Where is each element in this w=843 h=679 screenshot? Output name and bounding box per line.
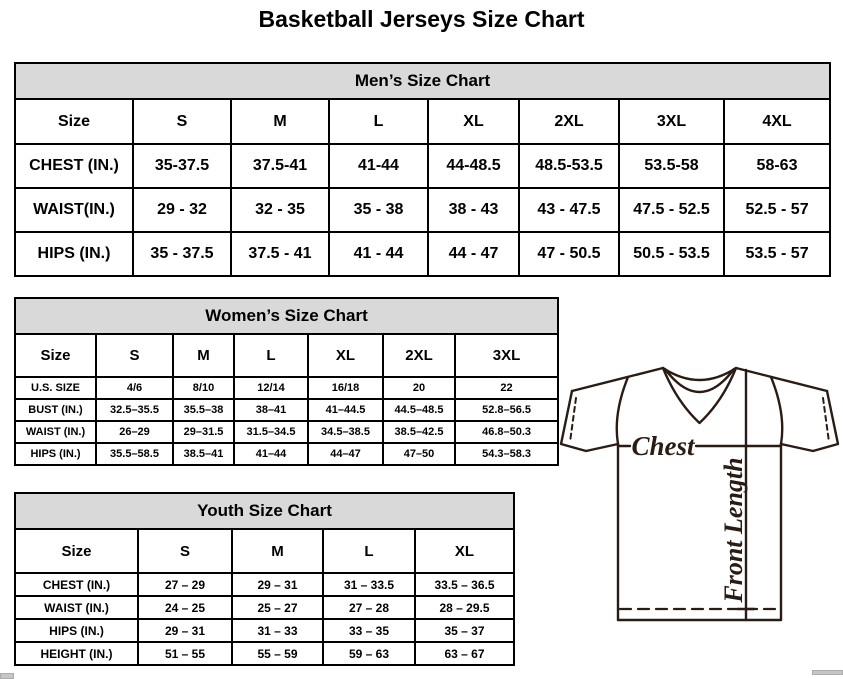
column-header: XL	[415, 529, 514, 573]
cell-value: 47 - 50.5	[519, 232, 619, 276]
cell-value: 63 – 67	[415, 642, 514, 665]
column-header: M	[173, 334, 234, 377]
cell-value: 35 - 37.5	[133, 232, 231, 276]
cell-value: 27 – 29	[138, 573, 232, 596]
table-row	[15, 99, 830, 144]
cell-value: 47.5 - 52.5	[619, 188, 724, 232]
row-label: CHEST (IN.)	[15, 573, 138, 596]
chest-label: Chest	[631, 431, 695, 461]
cell-value: 29 - 32	[133, 188, 231, 232]
left-armhole-seam	[617, 377, 628, 444]
cell-value: 53.5-58	[619, 144, 724, 188]
cell-value: 29–31.5	[173, 421, 234, 443]
cell-value: 54.3–58.3	[455, 443, 558, 465]
horizontal-scrollbar-fragment-right[interactable]	[812, 670, 843, 675]
table-row	[15, 298, 558, 334]
page-title: Basketball Jerseys Size Chart	[258, 6, 585, 32]
column-header: Size	[15, 99, 133, 144]
column-header: S	[133, 99, 231, 144]
row-label: HIPS (IN.)	[15, 232, 133, 276]
row-label: BUST (IN.)	[15, 399, 96, 421]
jersey-measurement-diagram	[556, 358, 843, 630]
cell-value: 31 – 33	[232, 619, 323, 642]
right-cuff-dashed-line	[823, 398, 829, 442]
cell-value: 41–44.5	[308, 399, 383, 421]
cell-value: 46.8–50.3	[455, 421, 558, 443]
cell-value: 38–41	[234, 399, 308, 421]
cell-value: 43 - 47.5	[519, 188, 619, 232]
cell-value: 37.5-41	[231, 144, 329, 188]
womens-size-chart-table	[14, 297, 559, 466]
v-neck-outline	[663, 368, 736, 423]
column-header: Size	[15, 334, 96, 377]
cell-value: 32.5–35.5	[96, 399, 173, 421]
cell-value: 44.5–48.5	[383, 399, 455, 421]
column-header: Size	[15, 529, 138, 573]
cell-value: 35.5–38	[173, 399, 234, 421]
table-header-band: Youth Size Chart	[15, 493, 514, 529]
cell-value: 33 – 35	[323, 619, 415, 642]
cell-value: 16/18	[308, 377, 383, 399]
row-label: HEIGHT (IN.)	[15, 642, 138, 665]
cell-value: 35.5–58.5	[96, 443, 173, 465]
cell-value: 34.5–38.5	[308, 421, 383, 443]
cell-value: 48.5-53.5	[519, 144, 619, 188]
cell-value: 29 – 31	[232, 573, 323, 596]
table-row	[15, 573, 514, 596]
right-armhole-seam	[771, 377, 782, 444]
cell-value: 52.5 - 57	[724, 188, 830, 232]
column-header: L	[234, 334, 308, 377]
cell-value: 32 - 35	[231, 188, 329, 232]
cell-value: 47–50	[383, 443, 455, 465]
cell-value: 20	[383, 377, 455, 399]
cell-value: 59 – 63	[323, 642, 415, 665]
table-row	[15, 188, 830, 232]
youth-size-chart-table	[14, 492, 515, 666]
table-row	[15, 493, 514, 529]
cell-value: 31.5–34.5	[234, 421, 308, 443]
table-row	[15, 619, 514, 642]
table-header-band: Men’s Size Chart	[15, 63, 830, 99]
column-header: L	[323, 529, 415, 573]
row-label: WAIST(IN.)	[15, 188, 133, 232]
table-row	[15, 377, 558, 399]
cell-value: 53.5 - 57	[724, 232, 830, 276]
cell-value: 44–47	[308, 443, 383, 465]
cell-value: 41 - 44	[329, 232, 428, 276]
cell-value: 35 - 38	[329, 188, 428, 232]
cell-value: 44-48.5	[428, 144, 519, 188]
mens-size-chart-table	[14, 62, 831, 277]
cell-value: 44 - 47	[428, 232, 519, 276]
cell-value: 41-44	[329, 144, 428, 188]
column-header: 3XL	[619, 99, 724, 144]
horizontal-scrollbar-fragment-left[interactable]	[0, 673, 14, 679]
table-header-band: Women’s Size Chart	[15, 298, 558, 334]
cell-value: 38.5–42.5	[383, 421, 455, 443]
row-label: HIPS (IN.)	[15, 619, 138, 642]
cell-value: 38 - 43	[428, 188, 519, 232]
right-shoulder-seam	[736, 368, 827, 391]
table-row	[15, 399, 558, 421]
cell-value: 28 – 29.5	[415, 596, 514, 619]
column-header: S	[138, 529, 232, 573]
column-header: 2XL	[383, 334, 455, 377]
cell-value: 35-37.5	[133, 144, 231, 188]
cell-value: 50.5 - 53.5	[619, 232, 724, 276]
table-row	[15, 421, 558, 443]
cell-value: 29 – 31	[138, 619, 232, 642]
column-header: 4XL	[724, 99, 830, 144]
table-row	[15, 334, 558, 377]
column-header: M	[231, 99, 329, 144]
row-label: HIPS (IN.)	[15, 443, 96, 465]
row-label: WAIST (IN.)	[15, 596, 138, 619]
cell-value: 38.5–41	[173, 443, 234, 465]
cell-value: 35 – 37	[415, 619, 514, 642]
cell-value: 24 – 25	[138, 596, 232, 619]
left-sleeve-outline	[561, 391, 618, 451]
cell-value: 12/14	[234, 377, 308, 399]
cell-value: 8/10	[173, 377, 234, 399]
table-row	[15, 443, 558, 465]
cell-value: 37.5 - 41	[231, 232, 329, 276]
table-row	[15, 642, 514, 665]
column-header: L	[329, 99, 428, 144]
column-header: 3XL	[455, 334, 558, 377]
cell-value: 52.8–56.5	[455, 399, 558, 421]
cell-value: 33.5 – 36.5	[415, 573, 514, 596]
cell-value: 55 – 59	[232, 642, 323, 665]
cell-value: 27 – 28	[323, 596, 415, 619]
cell-value: 4/6	[96, 377, 173, 399]
column-header: XL	[428, 99, 519, 144]
row-label: CHEST (IN.)	[15, 144, 133, 188]
front-length-label: Front Length	[719, 457, 748, 603]
table-row	[15, 529, 514, 573]
row-label: WAIST (IN.)	[15, 421, 96, 443]
row-label: U.S. SIZE	[15, 377, 96, 399]
table-row	[15, 596, 514, 619]
column-header: S	[96, 334, 173, 377]
cell-value: 31 – 33.5	[323, 573, 415, 596]
column-header: XL	[308, 334, 383, 377]
cell-value: 25 – 27	[232, 596, 323, 619]
cell-value: 26–29	[96, 421, 173, 443]
column-header: 2XL	[519, 99, 619, 144]
right-sleeve-outline	[781, 391, 838, 451]
cell-value: 58-63	[724, 144, 830, 188]
table-row	[15, 63, 830, 99]
cell-value: 51 – 55	[138, 642, 232, 665]
left-cuff-dashed-line	[570, 398, 576, 442]
column-header: M	[232, 529, 323, 573]
table-row	[15, 232, 830, 276]
cell-value: 22	[455, 377, 558, 399]
cell-value: 41–44	[234, 443, 308, 465]
left-shoulder-seam	[572, 368, 663, 391]
table-row	[15, 144, 830, 188]
